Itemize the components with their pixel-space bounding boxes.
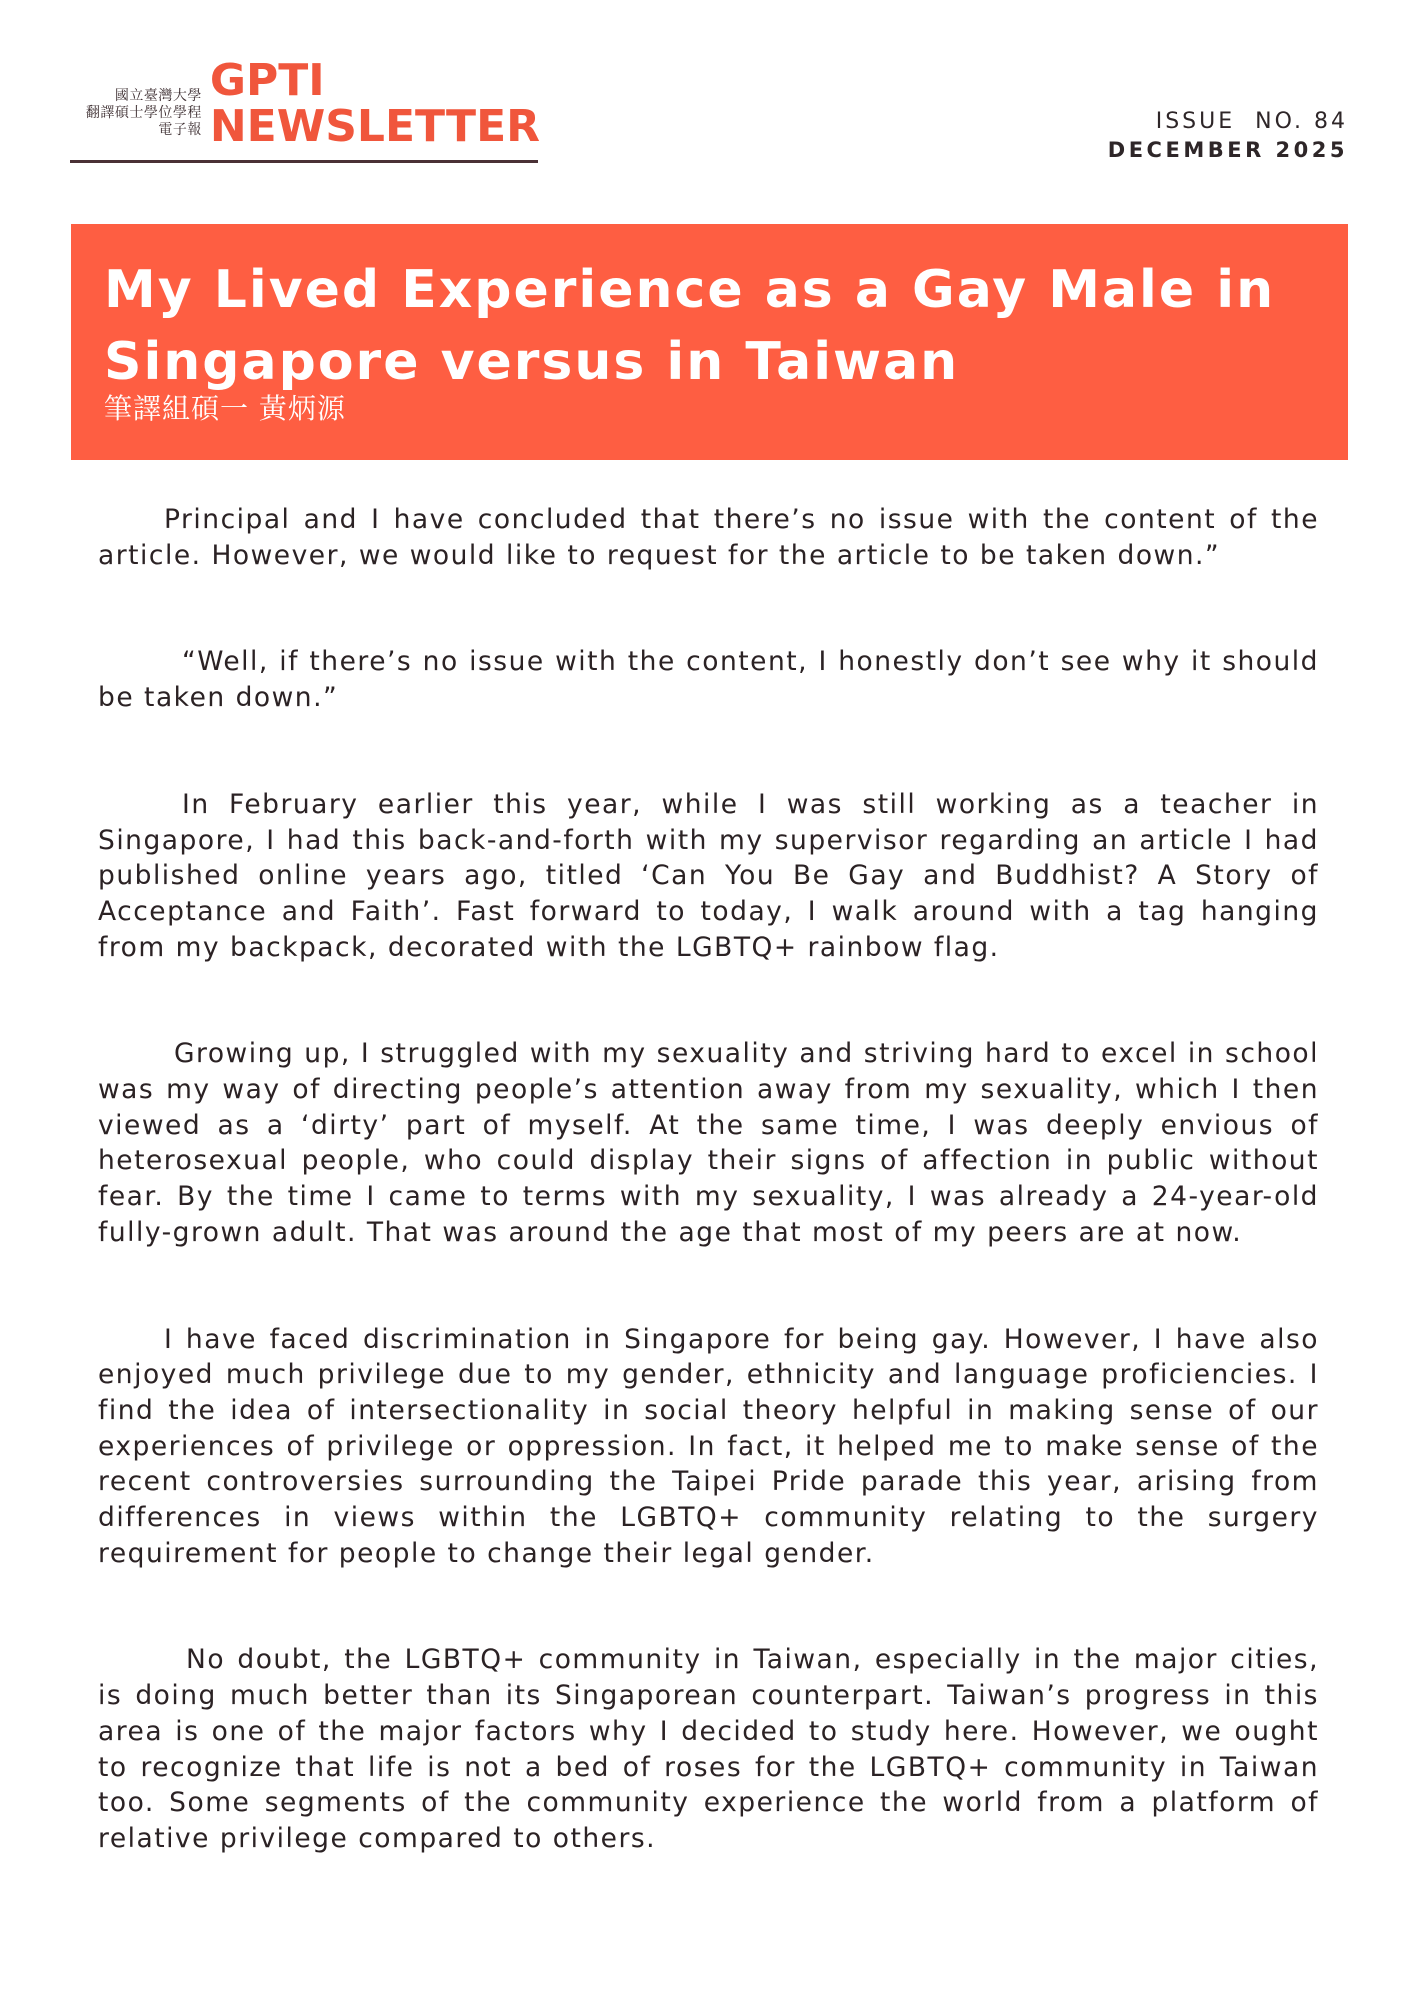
logo-line-newsletter: NEWSLETTER: [209, 101, 540, 152]
masthead-cn-line: 翻譯碩士學位學程: [85, 105, 202, 121]
article-title-banner: [71, 224, 1348, 460]
masthead-chinese-name: [70, 88, 202, 139]
masthead-cn-line: 國立臺灣大學: [114, 88, 202, 104]
article-title: My Lived Experience as a Gay Male in Singapore versus in Taiwan: [104, 260, 1276, 392]
issue-info: [1108, 108, 1348, 164]
article-author: 筆譯組碩一 黃炳源: [104, 392, 346, 425]
article-body: [98, 502, 1319, 1857]
newsletter-logo: [209, 55, 540, 152]
article-paragraph: I have faced discrimination in Singapore for being gay. However, I have also enjoyed much privilege due to my gender, ethnicity and language proficiencies. I find the idea of intersectionality in social theory helpful in making sense of our experiences of privilege or oppression. In fact, it helped me to make sense of the recent controversies surrounding the Taipei Pride parade this year, arising from differences in views within the LGBTQ+ community relating to the surgery requirement for people to change their legal gender.: [98, 1323, 1319, 1569]
article-paragraph: No doubt, the LGBTQ+ community in Taiwan, especially in the major cities, is doing much better than its Singaporean counterpart. Taiwan’s progress in this area is one of the major factors why I decided to study here. However, we ought to recognize that life is not a bed of roses for the LGBTQ+ community in Taiwan too. Some segments of the community experience the world from a platform of relative privilege compared to others.: [98, 1644, 1319, 1854]
masthead-cn-line: 電子報: [158, 122, 202, 138]
masthead: [70, 55, 540, 163]
article-paragraph: Principal and I have concluded that there’s no issue with the content of the article. However, we would like to request for the article to be taken down.”: [98, 504, 1319, 571]
article-paragraph: “Well, if there’s no issue with the content, I honestly don’t see why it should be taken down.”: [98, 646, 1319, 714]
issue-number: ISSUE NO. 84: [1155, 109, 1348, 134]
masthead-divider: [70, 160, 538, 163]
issue-date: DECEMBER 2025: [1107, 138, 1348, 162]
logo-line-gpti: GPTI: [209, 55, 325, 106]
article-paragraph: Growing up, I struggled with my sexuality and striving hard to excel in school was my way of directing people’s attention away from my sexuality, which I then viewed as a ‘dirty’ part of myself. At the same time, I was deeply envious of heterosexual people, who could display their signs of affection in public without fear. By the time I came to terms with my sexuality, I was already a 24-year-old fully-grown adult. That was around the age that most of my peers are at now.: [98, 1038, 1319, 1248]
article-paragraph: In February earlier this year, while I was still working as a teacher in Singapore, I had this back-and-forth with my supervisor regarding an article I had published online years ago, titled ‘Can You Be Gay and Buddhist? A Story of Acceptance and Faith’. Fast forward to today, I walk around with a tag hanging from my backpack, decorated with the LGBTQ+ rainbow flag.: [98, 788, 1319, 963]
